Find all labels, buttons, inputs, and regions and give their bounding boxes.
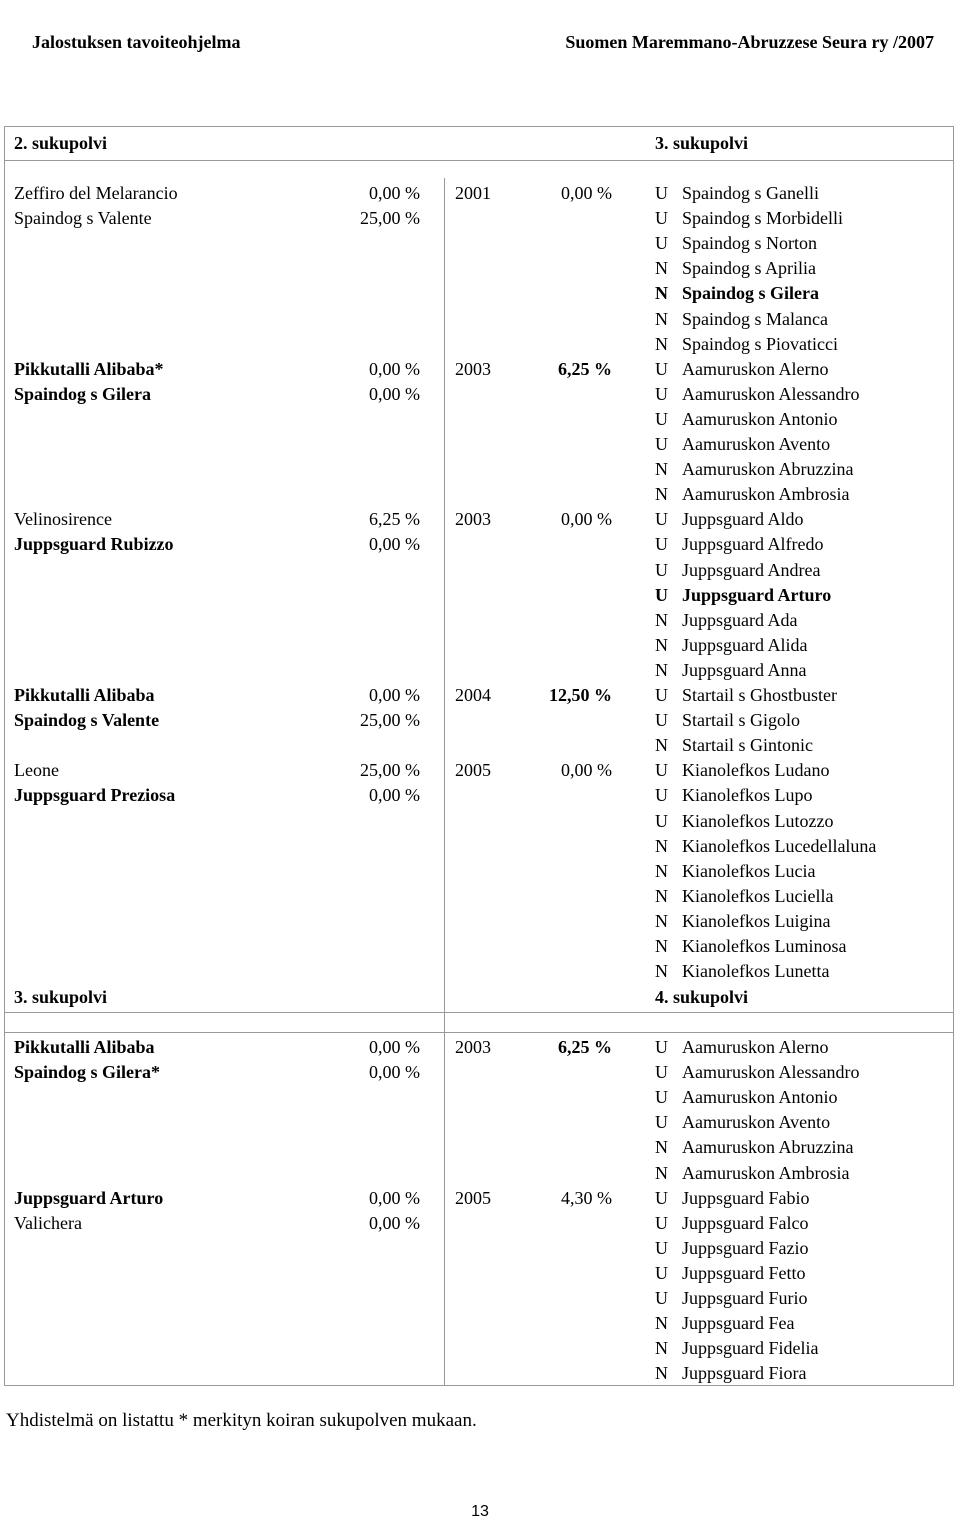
parent-percentage: 0,00 %: [369, 1037, 420, 1057]
offspring-name: Aamuruskon Alessandro: [682, 383, 860, 404]
offspring-sex: U: [655, 584, 668, 605]
offspring-name: Juppsguard Fetto: [682, 1262, 806, 1283]
parent-percentage: 25,00 %: [360, 208, 420, 229]
offspring-entry: [655, 1336, 819, 1361]
offspring-entry: [655, 206, 843, 231]
section-title-left: 3. sukupolvi: [14, 987, 108, 1007]
offspring-name: Kianolefkos Luciella: [682, 885, 834, 906]
offspring-entry: [655, 809, 833, 834]
offspring-entry: [655, 884, 833, 909]
offspring-name: Aamuruskon Alerno: [682, 358, 829, 379]
offspring-entry: [655, 1286, 808, 1311]
parent-percentage: 0,00 %: [369, 1212, 420, 1233]
offspring-entry: [655, 1085, 838, 1110]
parent-name: Pikkutalli Alibaba*: [14, 358, 164, 379]
offspring-sex: N: [655, 308, 668, 329]
offspring-entry: [655, 432, 830, 457]
offspring-name: Spaindog s Morbidelli: [682, 208, 843, 229]
offspring-sex: U: [655, 434, 668, 454]
offspring-name: Kianolefkos Lucia: [682, 860, 816, 881]
offspring-sex: N: [655, 333, 668, 354]
offspring-sex: U: [655, 1237, 668, 1258]
offspring-name: Aamuruskon Ambrosia: [682, 484, 850, 505]
offspring-entry: [655, 783, 812, 808]
offspring-name: Juppsguard Fea: [682, 1313, 795, 1334]
offspring-sex: U: [655, 408, 668, 429]
offspring-name: Aamuruskon Antonio: [682, 408, 838, 429]
offspring-sex: N: [655, 885, 668, 906]
parent-percentage: 0,00 %: [369, 685, 420, 705]
offspring-sex: N: [655, 1313, 668, 1334]
parent-name: Velinosirence: [14, 509, 112, 530]
parent-percentage: 0,00 %: [369, 383, 420, 404]
offspring-name: Aamuruskon Alerno: [682, 1037, 829, 1057]
litter-year: 2003: [455, 1037, 491, 1057]
offspring-name: Juppsguard Fazio: [682, 1237, 809, 1258]
column-divider: [444, 178, 445, 1386]
offspring-entry: [655, 1161, 849, 1186]
offspring-entry: [655, 1211, 808, 1236]
offspring-name: Spaindog s Aprilia: [682, 258, 816, 279]
offspring-name: Juppsguard Arturo: [682, 584, 832, 605]
footnote: Yhdistelmä on listattu * merkityn koiran sukupolven mukaan.: [6, 1410, 477, 1431]
parent-name: Valichera: [14, 1212, 82, 1233]
offspring-sex: U: [655, 509, 668, 530]
inbreeding-coefficient: 6,25 %: [558, 358, 612, 379]
offspring-entry: [655, 1236, 808, 1261]
offspring-sex: U: [655, 1087, 668, 1108]
offspring-name: Startail s Ghostbuster: [682, 685, 837, 705]
offspring-name: Juppsguard Furio: [682, 1288, 808, 1308]
offspring-sex: U: [655, 685, 668, 705]
parent-percentage: 6,25 %: [369, 509, 420, 530]
parent-percentage: 0,00 %: [369, 1187, 420, 1208]
parent-name: Spaindog s Gilera: [14, 383, 152, 404]
parent-percentage: 0,00 %: [369, 785, 420, 806]
offspring-sex: N: [655, 1137, 668, 1158]
offspring-entry: [655, 407, 838, 432]
offspring-name: Spaindog s Gilera: [682, 283, 820, 304]
offspring-name: Kianolefkos Luigina: [682, 910, 831, 931]
offspring-entry: [655, 583, 831, 608]
offspring-name: Aamuruskon Avento: [682, 1112, 831, 1133]
litter-year: 2001: [455, 183, 491, 203]
offspring-sex: U: [655, 233, 668, 254]
table-divider: [4, 160, 954, 161]
offspring-name: Juppsguard Alfredo: [682, 534, 824, 555]
offspring-entry: [655, 959, 829, 984]
parent-name: Pikkutalli Alibaba: [14, 685, 155, 705]
offspring-sex: N: [655, 835, 668, 856]
offspring-entry: [655, 834, 876, 859]
inbreeding-coefficient: 12,50 %: [549, 685, 612, 705]
inbreeding-coefficient: 4,30 %: [561, 1187, 612, 1208]
offspring-entry: [655, 1261, 806, 1286]
offspring-name: Juppsguard Fiora: [682, 1363, 807, 1384]
offspring-entry: [655, 181, 819, 206]
offspring-sex: N: [655, 459, 668, 480]
offspring-entry: [655, 608, 798, 633]
parent-name: Leone: [14, 760, 59, 781]
offspring-entry: [655, 1135, 853, 1160]
offspring-sex: U: [655, 1037, 668, 1057]
offspring-sex: U: [655, 1212, 668, 1233]
parent-percentage: 0,00 %: [369, 1062, 420, 1083]
offspring-entry: [655, 633, 808, 658]
litter-year: 2005: [455, 1187, 491, 1208]
offspring-entry: [655, 733, 813, 758]
parent-name: Juppsguard Rubizzo: [14, 534, 174, 555]
offspring-sex: U: [655, 1262, 668, 1283]
offspring-sex: U: [655, 1112, 668, 1133]
offspring-entry: [655, 1110, 830, 1135]
offspring-name: Aamuruskon Abruzzina: [682, 459, 854, 480]
offspring-sex: U: [655, 183, 668, 203]
offspring-name: Kianolefkos Ludano: [682, 760, 830, 781]
offspring-name: Juppsguard Aldo: [682, 509, 804, 530]
table-divider: [4, 1032, 954, 1033]
offspring-name: Spaindog s Piovaticci: [682, 333, 838, 354]
offspring-sex: N: [655, 484, 668, 505]
section-title-right: 3. sukupolvi: [655, 133, 749, 153]
offspring-entry: [655, 1311, 794, 1336]
offspring-entry: [655, 1060, 859, 1085]
offspring-entry: [655, 507, 804, 532]
offspring-name: Kianolefkos Lunetta: [682, 961, 830, 982]
offspring-entry: [655, 382, 859, 407]
offspring-entry: [655, 332, 838, 357]
offspring-sex: U: [655, 710, 668, 731]
offspring-sex: U: [655, 810, 668, 831]
litter-year: 2004: [455, 685, 491, 705]
offspring-name: Juppsguard Fidelia: [682, 1338, 819, 1359]
offspring-sex: N: [655, 283, 668, 304]
offspring-entry: [655, 457, 853, 482]
litter-year: 2003: [455, 509, 491, 530]
offspring-sex: U: [655, 208, 668, 229]
offspring-entry: [655, 558, 820, 583]
offspring-sex: N: [655, 634, 668, 655]
section-title-right: 4. sukupolvi: [655, 987, 749, 1007]
section-title-left: 2. sukupolvi: [14, 133, 108, 153]
page-number: 13: [471, 1503, 489, 1520]
offspring-sex: U: [655, 358, 668, 379]
offspring-entry: [655, 859, 815, 884]
parent-percentage: 0,00 %: [369, 534, 420, 555]
offspring-sex: N: [655, 1338, 668, 1359]
offspring-sex: N: [655, 735, 668, 756]
offspring-name: Aamuruskon Abruzzina: [682, 1137, 854, 1158]
offspring-entry: [655, 658, 807, 683]
offspring-name: Aamuruskon Ambrosia: [682, 1162, 850, 1183]
parent-name: Juppsguard Preziosa: [14, 785, 176, 806]
offspring-sex: U: [655, 534, 668, 555]
offspring-sex: N: [655, 961, 668, 982]
parent-percentage: 0,00 %: [369, 183, 420, 203]
offspring-name: Aamuruskon Alessandro: [682, 1062, 860, 1083]
offspring-entry: [655, 909, 830, 934]
offspring-sex: U: [655, 760, 668, 781]
offspring-name: Spaindog s Norton: [682, 233, 817, 254]
offspring-name: Startail s Gigolo: [682, 710, 800, 731]
offspring-name: Startail s Gintonic: [682, 735, 813, 756]
offspring-entry: [655, 256, 816, 281]
offspring-sex: N: [655, 1363, 668, 1384]
offspring-sex: U: [655, 383, 668, 404]
offspring-entry: [655, 1035, 828, 1060]
parent-name: Spaindog s Valente: [14, 710, 160, 731]
offspring-name: Juppsguard Fabio: [682, 1187, 810, 1208]
offspring-name: Kianolefkos Lutozzo: [682, 810, 834, 831]
document-header-right: Suomen Maremmano-Abruzzese Seura ry /2007: [565, 32, 934, 52]
parent-name: Juppsguard Arturo: [14, 1187, 164, 1208]
offspring-entry: [655, 281, 819, 306]
document-header-left: Jalostuksen tavoiteohjelma: [32, 32, 241, 52]
offspring-sex: U: [655, 1288, 668, 1308]
parent-name: Pikkutalli Alibaba: [14, 1037, 155, 1057]
parent-name: Spaindog s Valente: [14, 208, 152, 229]
offspring-name: Aamuruskon Avento: [682, 434, 831, 454]
offspring-name: Kianolefkos Lucedellaluna: [682, 835, 877, 856]
inbreeding-coefficient: 6,25 %: [558, 1037, 612, 1057]
offspring-sex: N: [655, 258, 668, 279]
offspring-name: Spaindog s Ganelli: [682, 183, 819, 203]
offspring-entry: [655, 1361, 807, 1386]
litter-year: 2003: [455, 358, 491, 379]
offspring-sex: N: [655, 1162, 668, 1183]
parent-percentage: 25,00 %: [360, 710, 420, 731]
offspring-entry: [655, 683, 837, 708]
offspring-name: Spaindog s Malanca: [682, 308, 828, 329]
offspring-name: Juppsguard Falco: [682, 1212, 809, 1233]
offspring-name: Juppsguard Alida: [682, 634, 808, 655]
offspring-sex: N: [655, 910, 668, 931]
offspring-name: Kianolefkos Lupo: [682, 785, 813, 806]
offspring-name: Juppsguard Andrea: [682, 559, 821, 580]
parent-percentage: 0,00 %: [369, 358, 420, 379]
offspring-sex: N: [655, 659, 668, 680]
parent-percentage: 25,00 %: [360, 760, 420, 781]
offspring-entry: [655, 482, 849, 507]
offspring-sex: U: [655, 1187, 668, 1208]
inbreeding-coefficient: 0,00 %: [561, 183, 612, 203]
parent-name: Spaindog s Gilera*: [14, 1062, 161, 1083]
offspring-entry: [655, 307, 828, 332]
offspring-sex: N: [655, 609, 668, 630]
offspring-entry: [655, 231, 817, 256]
offspring-name: Juppsguard Ada: [682, 609, 798, 630]
inbreeding-coefficient: 0,00 %: [561, 509, 612, 530]
offspring-entry: [655, 708, 800, 733]
table-divider: [4, 1012, 954, 1013]
offspring-sex: U: [655, 559, 668, 580]
offspring-sex: U: [655, 1062, 668, 1083]
offspring-sex: N: [655, 860, 668, 881]
offspring-entry: [655, 1186, 810, 1211]
offspring-entry: [655, 532, 823, 557]
litter-year: 2005: [455, 760, 491, 781]
offspring-sex: U: [655, 785, 668, 806]
offspring-sex: N: [655, 936, 668, 956]
offspring-name: Juppsguard Anna: [682, 659, 807, 680]
inbreeding-coefficient: 0,00 %: [561, 760, 612, 781]
offspring-name: Kianolefkos Luminosa: [682, 936, 847, 956]
offspring-name: Aamuruskon Antonio: [682, 1087, 838, 1108]
offspring-entry: [655, 357, 828, 382]
offspring-entry: [655, 934, 846, 959]
offspring-entry: [655, 758, 829, 783]
parent-name: Zeffiro del Melarancio: [14, 183, 178, 203]
